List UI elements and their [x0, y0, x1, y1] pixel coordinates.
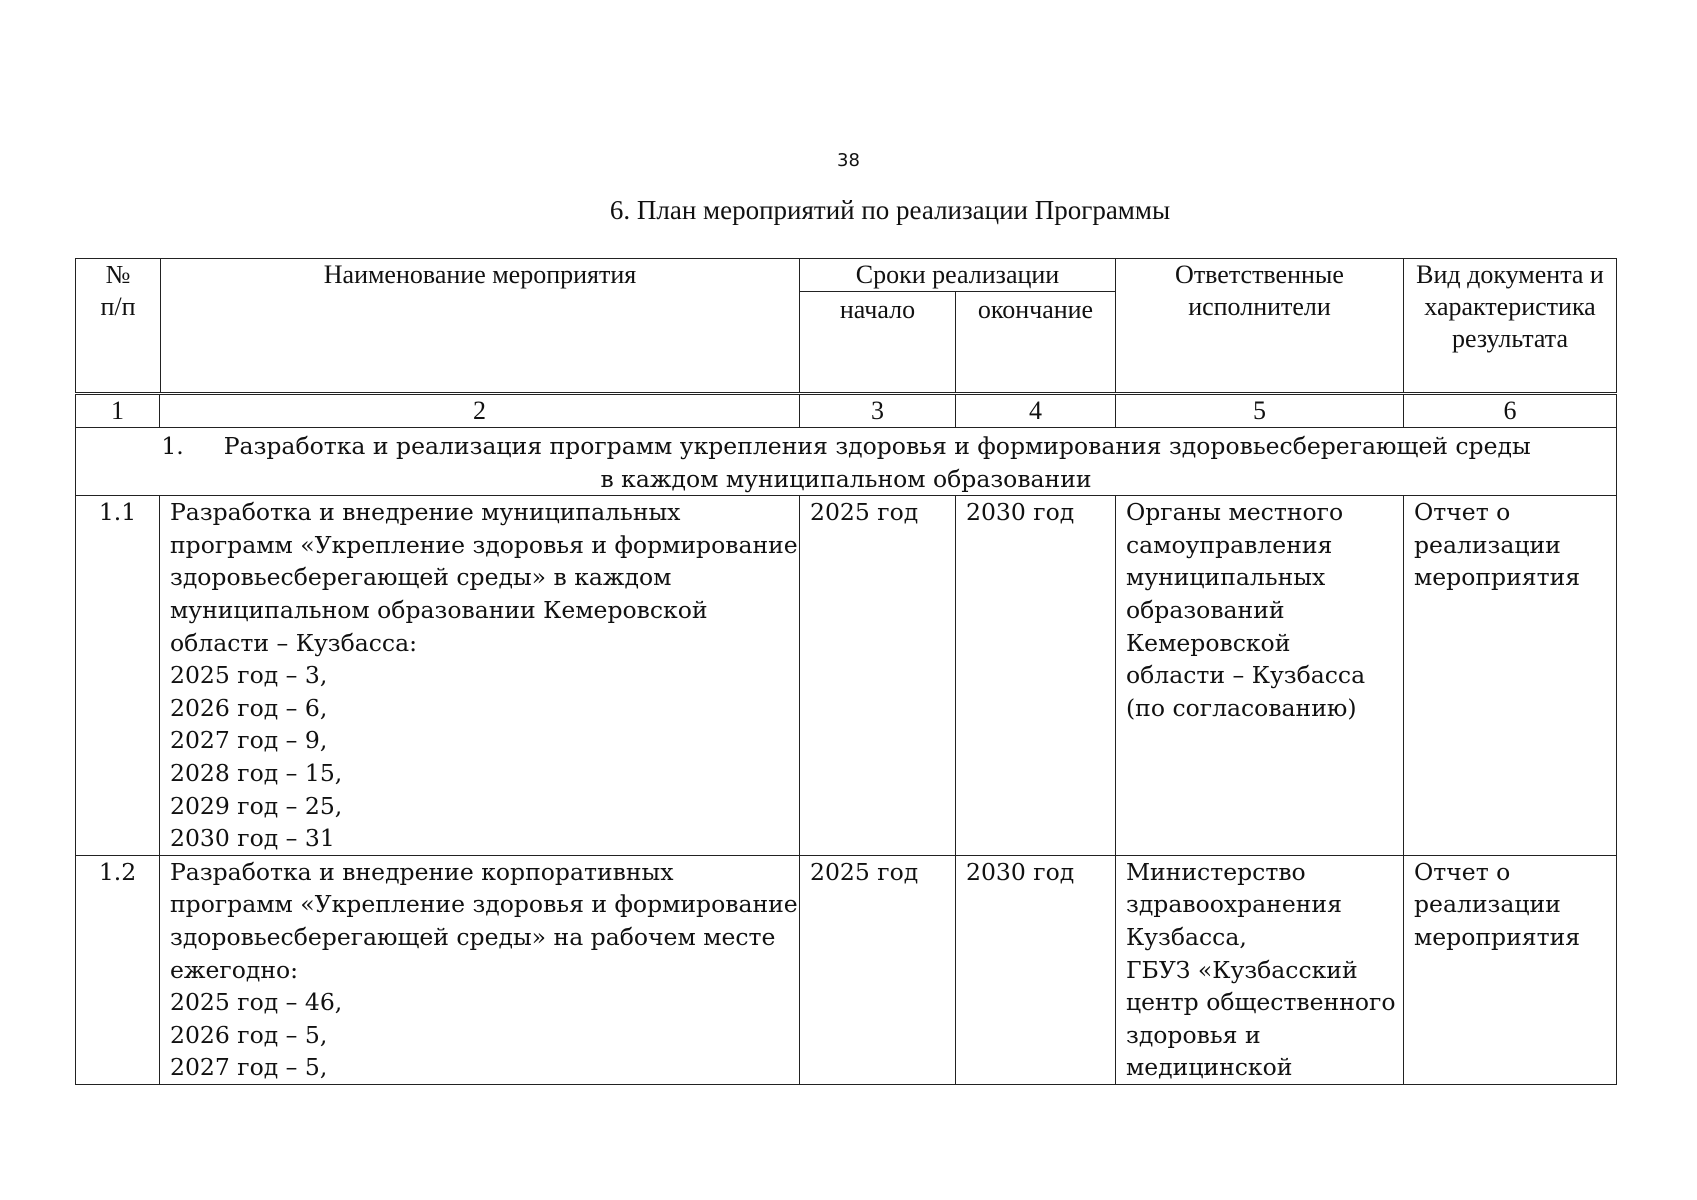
responsible-line: ГБУЗ «Кузбасский: [1126, 955, 1358, 984]
name-line: здоровьесберегающей среды» в каждом: [170, 563, 672, 592]
result-line: Отчет о: [1414, 857, 1511, 886]
table-row: [76, 496, 1617, 856]
header-period: [800, 259, 1116, 292]
result-line: реализации: [1414, 890, 1561, 919]
name-line: области – Кузбасса:: [170, 628, 417, 657]
row-responsible: [1116, 855, 1404, 1084]
name-line: 2027 год – 9,: [170, 726, 328, 755]
header-number-text: № п/п: [100, 260, 136, 321]
name-line: 2026 год – 5,: [170, 1020, 328, 1049]
name-line: муниципальном образовании Кемеровской: [170, 595, 708, 624]
row-number: 1.2: [76, 855, 160, 1084]
section-row: [76, 428, 1617, 496]
name-line: 2025 год – 3,: [170, 661, 328, 690]
responsible-line: Кемеровской: [1126, 628, 1291, 657]
responsible-line: образований: [1126, 595, 1285, 624]
responsible-line: здоровья и: [1126, 1020, 1261, 1049]
responsible-line: Органы местного: [1126, 498, 1344, 527]
responsible-line: области – Кузбасса: [1126, 661, 1366, 690]
responsible-line: самоуправления: [1126, 530, 1333, 559]
responsible-line: Кузбасса,: [1126, 922, 1247, 951]
responsible-line: Министерство: [1126, 857, 1306, 886]
header-responsible-text: Ответственные исполнители: [1175, 260, 1344, 321]
table-row: [76, 855, 1617, 1084]
section-title-text: Разработка и реализация программ укрепления здоровья и формирования здоровьесберегающей среды: [223, 432, 1531, 460]
column-number: 1: [76, 395, 160, 428]
header-name-text: Наименование мероприятия: [323, 260, 637, 289]
responsible-line: центр общественного: [1126, 988, 1396, 1017]
plan-table-body: [75, 394, 1617, 1085]
section-title-line: в каждом муниципальном образовании: [600, 464, 1092, 493]
responsible-line: (по согласованию): [1126, 693, 1357, 722]
section-heading: 6. План мероприятий по реализации Программы: [609, 195, 1171, 225]
row-end: 2030 год: [956, 496, 1116, 856]
section-number: 1.: [161, 432, 184, 460]
column-number: 3: [800, 395, 956, 428]
column-number: 5: [1116, 395, 1404, 428]
name-line: 2029 год – 25,: [170, 791, 343, 820]
name-line: 2025 год – 46,: [170, 988, 343, 1017]
row-result: [1404, 496, 1617, 856]
section-title-line: [76, 430, 1616, 463]
plan-table-header: [75, 258, 1617, 393]
result-line: мероприятия: [1414, 563, 1581, 592]
name-line: Разработка и внедрение муниципальных: [170, 498, 681, 527]
header-number: [76, 259, 161, 393]
name-line: 2026 год – 6,: [170, 693, 328, 722]
responsible-line: муниципальных: [1126, 563, 1326, 592]
column-number-row: [76, 395, 1617, 428]
name-line: 2030 год – 31: [170, 824, 335, 853]
row-number: 1.1: [76, 496, 160, 856]
header-period-text: Сроки реализации: [855, 260, 1060, 289]
name-line: Разработка и внедрение корпоративных: [170, 857, 674, 886]
row-result: [1404, 855, 1617, 1084]
column-number: 6: [1404, 395, 1617, 428]
row-responsible: [1116, 496, 1404, 856]
header-end: [956, 292, 1116, 393]
header-doc-type: [1404, 259, 1617, 393]
result-line: мероприятия: [1414, 922, 1581, 951]
column-number: 4: [956, 395, 1116, 428]
header-start-text: начало: [839, 295, 916, 324]
header-doc-type-text: Вид документа и характеристика результата: [1416, 260, 1604, 353]
name-line: 2027 год – 5,: [170, 1053, 328, 1082]
header-end-text: окончание: [977, 295, 1094, 324]
responsible-line: здравоохранения: [1126, 890, 1342, 919]
row-end: 2030 год: [956, 855, 1116, 1084]
responsible-line: медицинской: [1126, 1053, 1293, 1082]
page-number: 38: [837, 150, 860, 171]
name-line: ежегодно:: [170, 955, 299, 984]
name-line: 2028 год – 15,: [170, 758, 343, 787]
row-start: 2025 год: [800, 855, 956, 1084]
section-title: [76, 428, 1617, 496]
header-start: [800, 292, 956, 393]
name-line: программ «Укрепление здоровья и формирование: [170, 530, 798, 559]
name-line: программ «Укрепление здоровья и формирование: [170, 890, 798, 919]
name-line: здоровьесберегающей среды» на рабочем месте: [170, 922, 776, 951]
header-name: [161, 259, 800, 393]
result-line: Отчет о: [1414, 498, 1511, 527]
row-name: [160, 496, 800, 856]
result-line: реализации: [1414, 530, 1561, 559]
header-responsible: [1116, 259, 1404, 393]
row-start: 2025 год: [800, 496, 956, 856]
row-name: [160, 855, 800, 1084]
column-number: 2: [160, 395, 800, 428]
